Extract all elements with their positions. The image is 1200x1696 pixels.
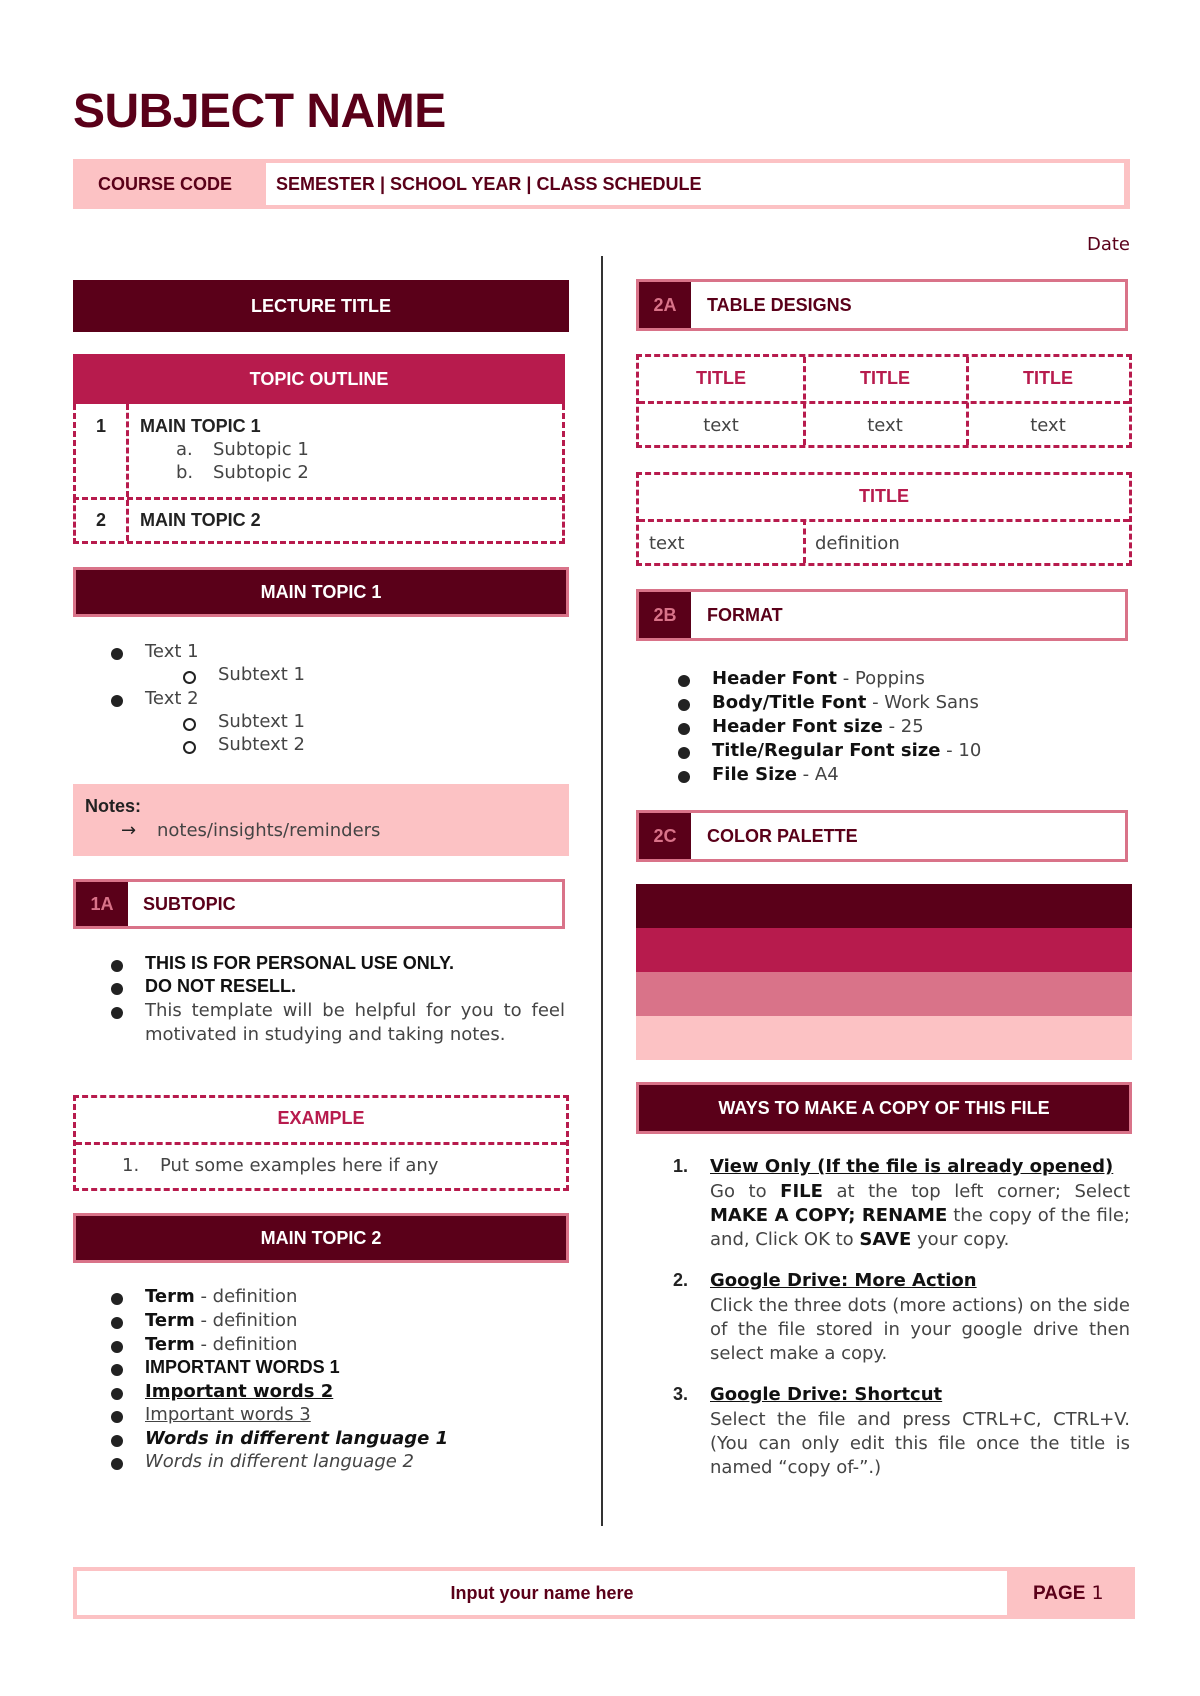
example-box [73,1095,569,1191]
outline-sub-letter: a. [176,439,193,460]
term: Term [145,1310,195,1331]
format-item: Body/Title Font - Work Sans [712,692,979,713]
outline-num: 1 [96,416,107,436]
bullet-icon [111,1341,123,1353]
table-term: text [649,533,685,554]
bullet-icon [678,771,690,783]
table-designs-grid [636,354,1132,448]
list-item: THIS IS FOR PERSONAL USE ONLY. [145,953,455,973]
bullet-icon [111,1364,123,1376]
outline-sub-letter: b. [176,462,194,483]
main-topic-1-title: MAIN TOPIC 1 [73,567,569,617]
list-item: Text 1 [145,641,199,662]
list-subitem: Subtext 2 [218,734,305,755]
table-col-divider [803,519,806,563]
format-item: Header Font size - 25 [712,716,924,737]
section-title: SUBTOPIC [143,893,236,914]
example-title: EXAMPLE [277,1108,365,1128]
ways-title: WAYS TO MAKE A COPY OF THIS FILE [636,1082,1132,1134]
section-2c-header [636,810,1128,862]
notes-box [73,784,569,856]
step-body: Select the file and press CTRL+C, CTRL+V. (You can only edit this file once the title is named “copy of-”.) [710,1409,1130,1478]
main-topic-2-title: MAIN TOPIC 2 [73,1213,569,1263]
step-number: 2. [673,1270,689,1290]
term-item [145,1334,297,1355]
bullet-icon [111,1007,123,1019]
section-number: 1A [76,882,128,926]
format-item: File Size - A4 [712,764,839,785]
list-item: DO NOT RESELL. [145,976,297,996]
outline-col-divider [126,404,129,497]
topic-outline-title: TOPIC OUTLINE [73,354,565,404]
subject-title: SUBJECT NAME [73,85,446,138]
table-cell: text [867,415,903,436]
format-item: Title/Regular Font size - 10 [712,740,982,761]
important-words-1: IMPORTANT WORDS 1 [145,1357,340,1377]
bullet-icon [678,747,690,759]
term: Term [145,1286,195,1307]
bullet-icon [111,1411,123,1423]
page-indicator [1033,1567,1104,1620]
color-palette [636,884,1132,1060]
table-header: TITLE [1023,368,1073,388]
course-info: SEMESTER | SCHOOL YEAR | CLASS SCHEDULE [276,174,702,194]
language-words-1: Words in different language 1 [145,1428,449,1449]
format-item: Header Font - Poppins [712,668,925,689]
example-num: 1. [122,1155,140,1176]
term: Term [145,1334,195,1355]
palette-swatch [636,928,1132,972]
bullet-icon [111,1388,123,1400]
step-heading: Google Drive: More Action [710,1270,977,1291]
table-cell: text [1030,415,1066,436]
outline-row-1 [73,404,565,500]
palette-swatch [636,884,1132,928]
step-number: 3. [673,1384,689,1404]
step-body: Go to FILE at the top left corner; Select MAKE A COPY; RENAME the copy of the file; and, Click OK to SAVE your copy. [710,1181,1131,1250]
list-item: This template will be helpful for you to feel motivated in studying and taking notes. [145,1000,565,1045]
example-text: Put some examples here if any [160,1155,439,1176]
language-words-2: Words in different language 2 [145,1451,414,1472]
bullet-icon [678,699,690,711]
section-2b-header [636,589,1128,641]
bullet-icon [111,695,123,707]
palette-swatch [636,1016,1132,1060]
term-definition: - definition [200,1334,298,1355]
outline-topic: MAIN TOPIC 1 [140,416,261,436]
outline-col-divider [126,500,129,541]
bullet-icon [678,675,690,687]
outline-subtopic: Subtopic 1 [213,439,309,460]
section-title: FORMAT [707,604,783,625]
section-number: 2A [639,282,691,328]
term-definition: - definition [200,1310,298,1331]
bullet-icon [678,723,690,735]
bullet-icon [111,1293,123,1305]
definition-table [636,472,1132,566]
lecture-title: LECTURE TITLE [73,280,569,332]
outline-num: 2 [96,510,107,530]
course-code: COURSE CODE [98,174,233,194]
step-number: 1. [673,1156,689,1176]
section-1a-header [73,879,565,929]
course-info-box [266,163,1124,205]
bullet-icon [111,960,123,972]
notes-text: notes/insights/reminders [157,820,381,841]
section-title: COLOR PALETTE [707,825,858,846]
bullet-icon [111,1458,123,1470]
section-number: 2B [639,592,691,638]
column-divider [601,256,603,1526]
bullet-icon [111,983,123,995]
footer [73,1567,1135,1619]
term-item [145,1310,297,1331]
ring-bullet-icon [183,741,196,754]
table-row-divider [639,519,1129,522]
table-header: TITLE [696,368,746,388]
bullet-icon [111,648,123,660]
date-label: Date [1086,234,1130,255]
list-subitem: Subtext 1 [218,664,305,685]
ring-bullet-icon [183,718,196,731]
page-label: PAGE [1033,1583,1086,1604]
section-title: TABLE DESIGNS [707,294,852,315]
outline-row-2 [73,497,565,544]
outline-subtopic: Subtopic 2 [213,462,309,483]
notes-label: Notes: [85,796,142,816]
table-row-divider [639,401,1129,404]
table-definition: definition [815,533,900,554]
table-cell: text [703,415,739,436]
section-number: 2C [639,813,691,859]
step-heading: Google Drive: Shortcut [710,1384,943,1405]
table-header: TITLE [860,368,910,388]
term-item [145,1286,297,1307]
example-divider [76,1142,566,1145]
course-bar [73,159,1130,209]
ring-bullet-icon [183,671,196,684]
important-words-2: Important words 2 [145,1381,334,1402]
term-definition: - definition [200,1286,298,1307]
table-header: TITLE [859,486,909,506]
outline-topic: MAIN TOPIC 2 [140,510,261,530]
important-words-3: Important words 3 [145,1404,311,1425]
bullet-icon [111,1317,123,1329]
bullet-icon [111,1435,123,1447]
arrow-icon: → [121,820,137,841]
palette-swatch [636,972,1132,1016]
step-body: Click the three dots (more actions) on the side of the file stored in your google drive then select make a copy. [710,1295,1130,1364]
list-subitem: Subtext 1 [218,711,305,732]
page-number: 1 [1091,1582,1104,1604]
list-item: Text 2 [145,688,199,709]
step-heading: View Only (If the file is already opened) [710,1156,1114,1177]
footer-name[interactable]: Input your name here [77,1571,1007,1615]
section-2a-header [636,279,1128,331]
